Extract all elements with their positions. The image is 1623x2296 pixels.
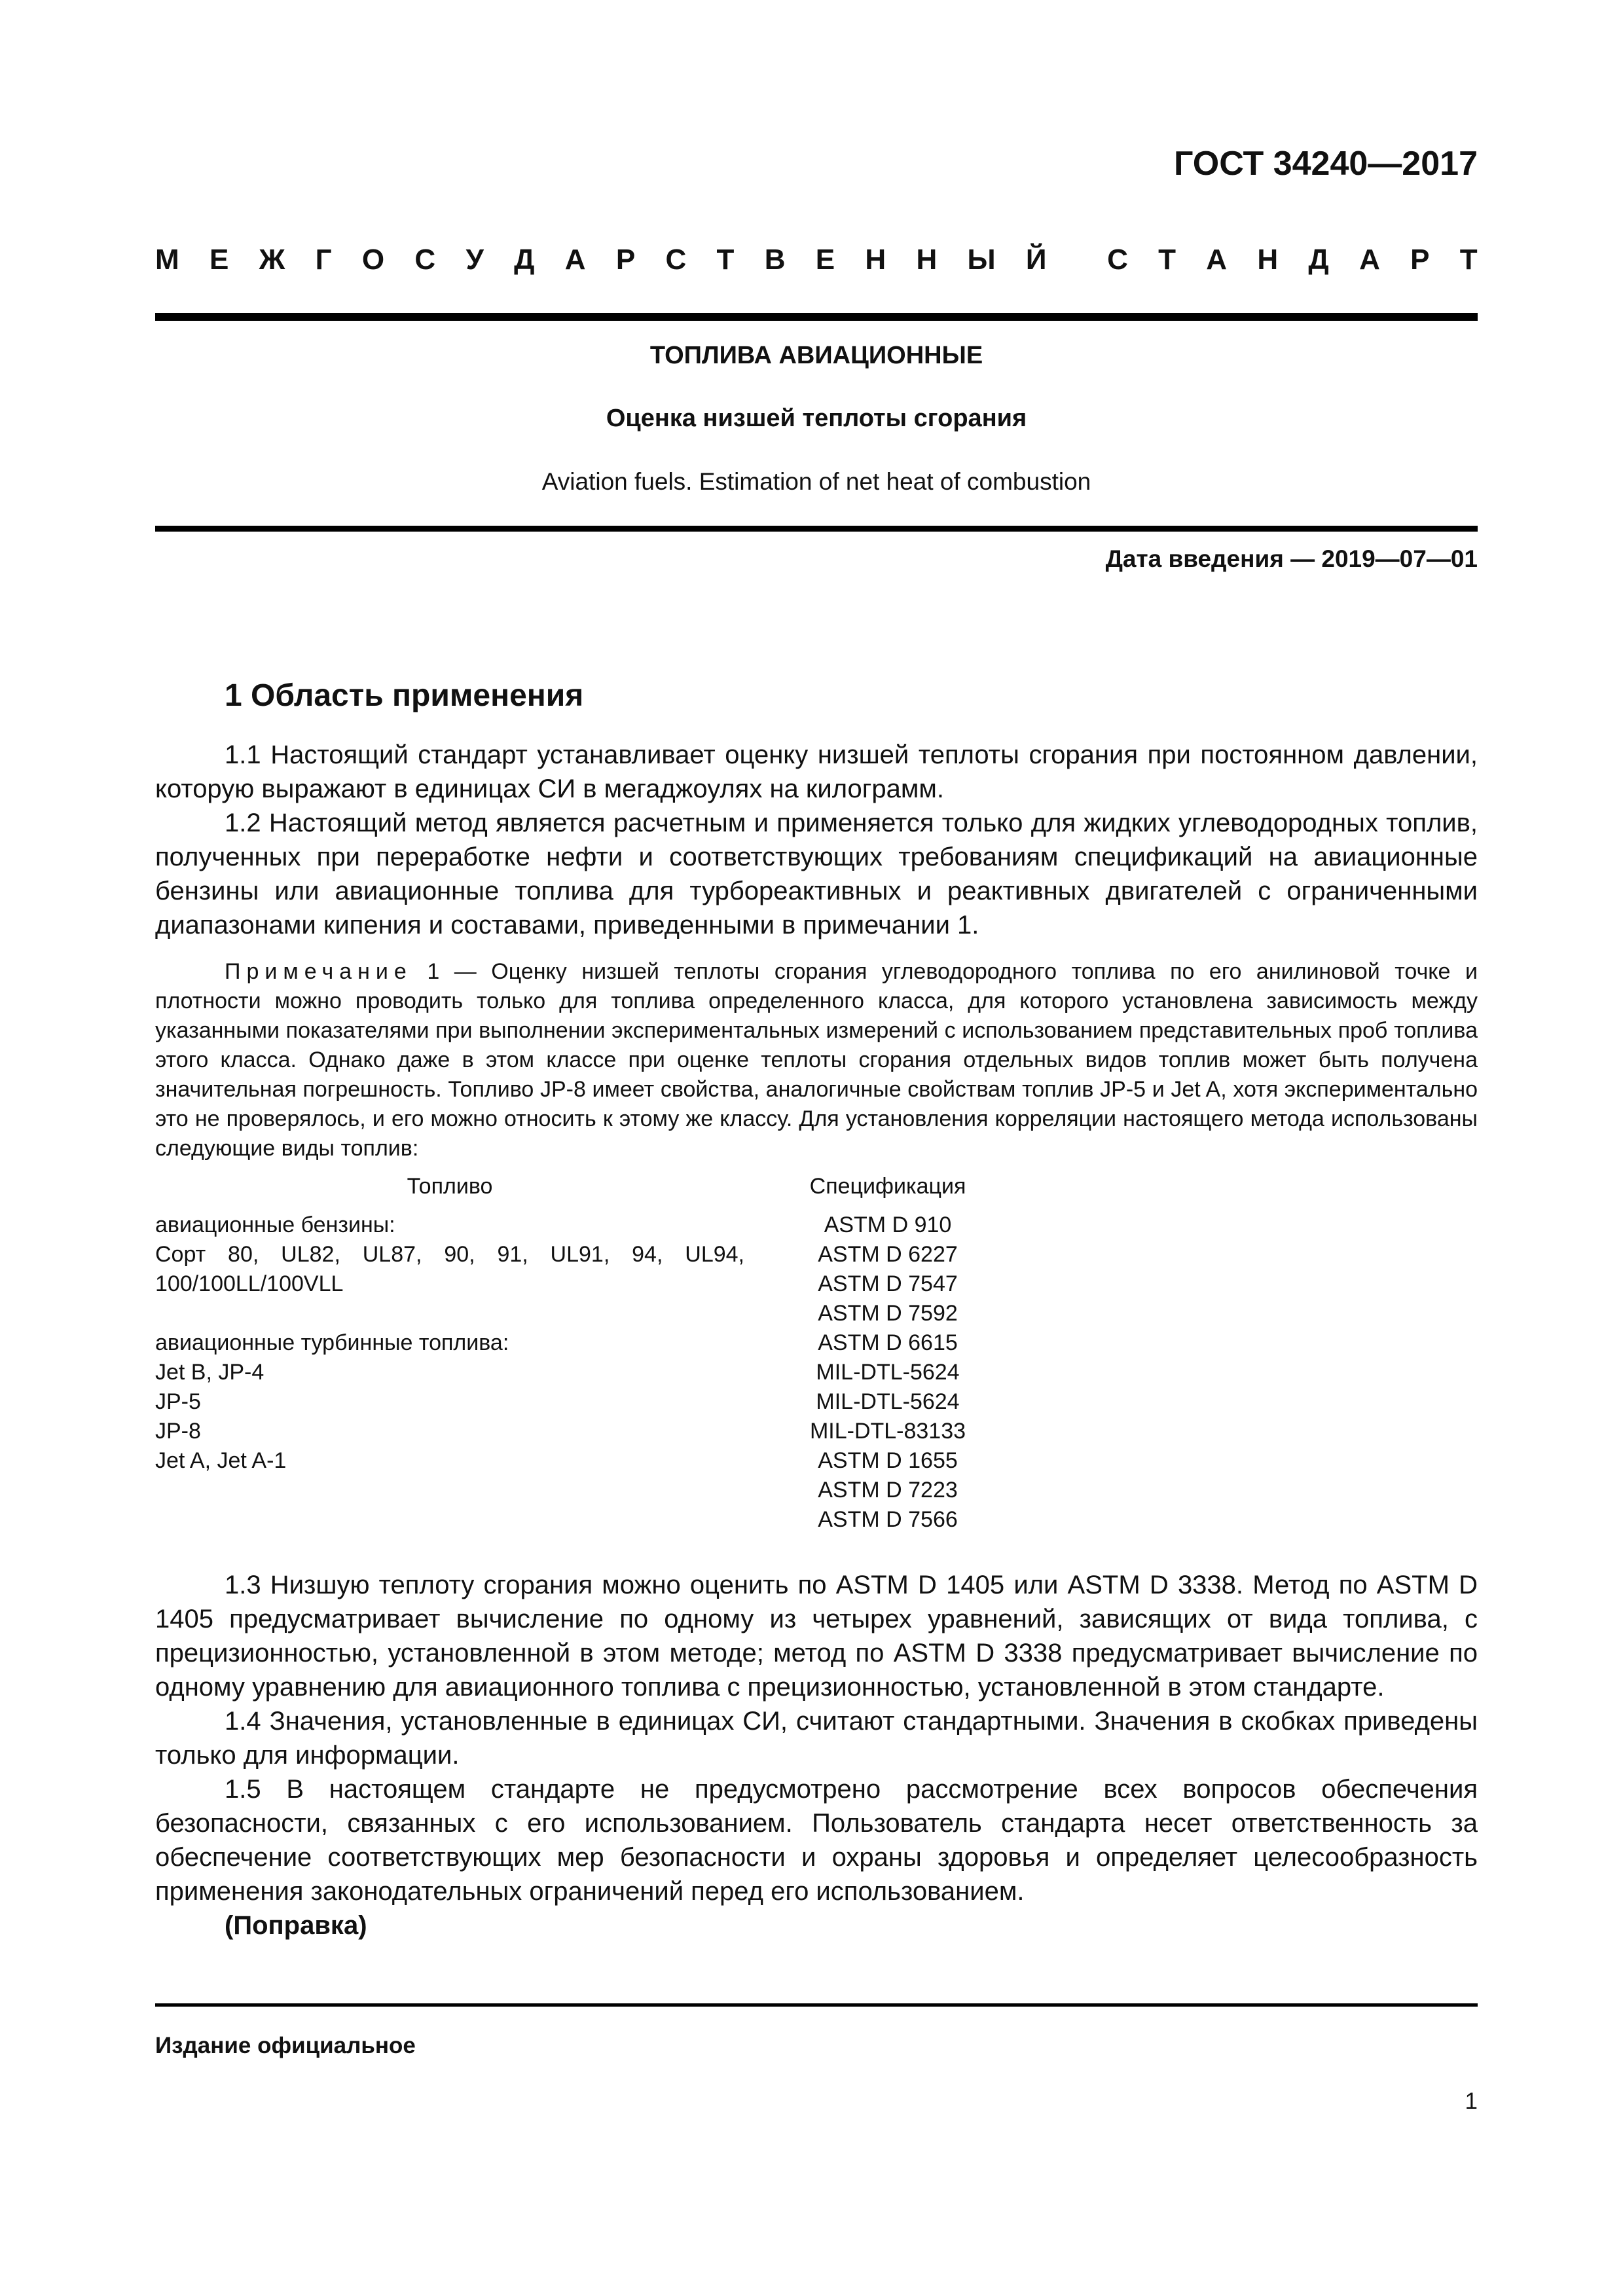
banner-letter: Н <box>916 244 938 276</box>
banner-letter: М <box>155 244 179 276</box>
paragraph-1-3: 1.3 Низшую теплоту сгорания можно оценить по ASTM D 1405 или ASTM D 3338. Метод по ASTM D 1405 предусматривает вычисление по одному из четырех уравнений, зависящих от вида топлива, с прецизионностью, установленной в этом методе; метод по ASTM D 3338 предусматривает вычисление по одному уравнению для авиационного топлива с прецизионностью, установленной в этом стандарте. <box>155 1571 1478 1702</box>
fuel-name: 100/100LL/100VLL <box>155 1271 344 1296</box>
paragraph-1-2: 1.2 Настоящий метод является расчетным и применяется только для жидких углеводородных топлив, полученных при переработке нефти и соответствующих требованиям спецификаций на авиационные бензины или авиационные топлива для турбореактивных и реактивных двигателей с ограниченными диапазонами кипения и составами, приведенными в примечании 1. <box>155 809 1478 939</box>
fuel-cell <box>155 1417 744 1446</box>
fuel-cell <box>155 1446 744 1476</box>
banner-letter: Е <box>209 244 229 276</box>
table-row <box>155 1417 1031 1446</box>
fuel-cell <box>155 1299 744 1328</box>
banner-letter: Н <box>865 244 886 276</box>
table-row <box>155 1505 1031 1535</box>
fuel-name: авиационные бензины: <box>155 1212 395 1237</box>
document-title: ТОПЛИВА АВИАЦИОННЫЕ <box>649 342 983 369</box>
fuel-spec-table <box>155 1172 1031 1535</box>
document-code: ГОСТ 34240—2017 <box>1174 145 1478 183</box>
fuel-name: Jet A, Jet A-1 <box>155 1448 287 1473</box>
banner-letter: А <box>1359 244 1380 276</box>
section-body-top <box>155 738 1478 942</box>
note-label: Примечание <box>225 959 412 984</box>
table-header-fuel: Топливо <box>407 1174 493 1199</box>
banner-letter: Д <box>1308 244 1329 276</box>
page-number: 1 <box>1465 2088 1478 2114</box>
banner-letter: Г <box>315 244 332 276</box>
fuel-cell <box>155 1328 744 1358</box>
spec-cell: ASTM D 7547 <box>818 1271 958 1296</box>
table-row <box>155 1446 1031 1476</box>
table-row <box>155 1328 1031 1358</box>
banner-letter: С <box>665 244 687 276</box>
banner-letter: О <box>361 244 385 276</box>
banner-letter: Р <box>615 244 636 276</box>
banner-letter: Й <box>1025 244 1047 276</box>
spec-cell: ASTM D 7223 <box>818 1478 958 1503</box>
fuel-name: JP-8 <box>155 1419 201 1444</box>
fuel-cell <box>155 1269 744 1299</box>
fuel-cell <box>155 1387 744 1417</box>
banner-letter: Е <box>815 244 835 276</box>
introduction-date: Дата введения — 2019—07—01 <box>1105 545 1478 572</box>
banner-letter: Ж <box>259 244 285 276</box>
table-row <box>155 1240 1031 1269</box>
paragraph-1-1: 1.1 Настоящий стандарт устанавливает оценку низшей теплоты сгорания при постоянном давлении, которую выражают в единицах СИ в мегаджоулях на килограмм. <box>155 740 1478 803</box>
table-row <box>155 1476 1031 1505</box>
section-body-bottom <box>155 1568 1478 1942</box>
banner-letter: А <box>564 244 586 276</box>
spec-cell: ASTM D 6615 <box>818 1330 958 1355</box>
banner-letter: А <box>1206 244 1228 276</box>
table-row <box>155 1269 1031 1299</box>
spec-cell: ASTM D 1655 <box>818 1448 958 1473</box>
banner-letter: Д <box>514 244 535 276</box>
banner-letter: Т <box>1459 244 1478 276</box>
fuel-cell <box>155 1240 744 1269</box>
spec-cell: ASTM D 7566 <box>818 1507 958 1532</box>
fuel-name: JP-5 <box>155 1389 201 1414</box>
header-rule <box>155 313 1478 321</box>
banner-letter: Т <box>716 244 735 276</box>
banner-letter: У <box>465 244 484 276</box>
amendment-note: (Поправка) <box>225 1911 367 1940</box>
footer-rule <box>155 2003 1478 2007</box>
paragraph-1-5: 1.5 В настоящем стандарте не предусмотрено рассмотрение всех вопросов обеспечения безопасности, связанных с его использованием. Пользователь стандарта несет ответственность за обеспечение соответствующих мер безопасности и охраны здоровья и определяет целесообразность применения законодательных ограничений перед его использованием. <box>155 1775 1478 1906</box>
standard-type-banner <box>155 244 1478 276</box>
table-row <box>155 1358 1031 1387</box>
note-block <box>155 957 1478 1163</box>
fuel-name: Сорт 80, UL82, UL87, 90, 91, UL91, 94, UL94, <box>155 1242 744 1267</box>
fuel-cell <box>155 1476 744 1505</box>
banner-letter: Н <box>1257 244 1279 276</box>
table-row <box>155 1299 1031 1328</box>
banner-letter: Ы <box>967 244 996 276</box>
banner-letter: Р <box>1410 244 1430 276</box>
fuel-name: авиационные турбинные топлива: <box>155 1330 509 1355</box>
title-rule <box>155 526 1478 532</box>
fuel-cell <box>155 1505 744 1535</box>
spec-cell: MIL-DTL-83133 <box>809 1419 966 1444</box>
paragraph-1-4: 1.4 Значения, установленные в единицах СИ, считают стандартными. Значения в скобках приведены только для информации. <box>155 1707 1478 1770</box>
table-row <box>155 1387 1031 1417</box>
spec-cell: ASTM D 910 <box>824 1212 952 1237</box>
fuel-cell <box>155 1358 744 1387</box>
edition-label: Издание официальное <box>155 2033 416 2058</box>
spec-cell: ASTM D 7592 <box>818 1301 958 1326</box>
note-paragraph <box>155 957 1478 1163</box>
section-heading: 1 Область применения <box>225 678 584 713</box>
banner-letter: С <box>1107 244 1128 276</box>
note-text: 1 — Оценку низшей теплоты сгорания углеводородного топлива по его анилиновой точке и плотности можно проводить только для топлива определенного класса, для которого установлена зависимость между указанными показателями при выполнении экспериментальных измерений с использованием представительных проб топлива этого класса. Однако даже в этом классе при оценке теплоты сгорания отдельных видов топлив может быть получена значительная погрешность. Топливо JP-8 имеет свойства, аналогичные свойствам топлив JP-5 и Jet A, хотя экспериментально это не проверялось, и его можно относить к этому же классу. Для установления корреляции настоящего метода использованы следующие виды топлив: <box>155 959 1478 1161</box>
fuel-name: Jet B, JP-4 <box>155 1360 264 1385</box>
table-header-spec: Спецификация <box>809 1174 966 1199</box>
spec-cell: MIL-DTL-5624 <box>816 1360 960 1385</box>
table-row <box>155 1211 1031 1240</box>
banner-letter: С <box>414 244 436 276</box>
banner-letter: Т <box>1158 244 1176 276</box>
fuel-cell <box>155 1211 744 1240</box>
document-subtitle: Оценка низшей теплоты сгорания <box>606 405 1027 432</box>
banner-letter: В <box>764 244 786 276</box>
english-title: Aviation fuels. Estimation of net heat of combustion <box>541 468 1091 495</box>
spec-cell: MIL-DTL-5624 <box>816 1389 960 1414</box>
spec-cell: ASTM D 6227 <box>818 1242 958 1267</box>
